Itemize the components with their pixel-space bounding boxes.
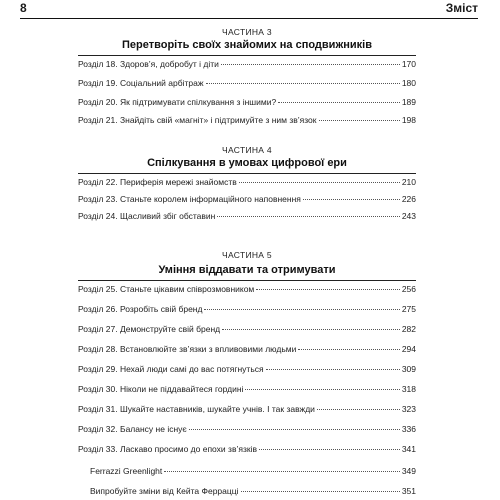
part-label: ЧАСТИНА 5 xyxy=(222,250,272,260)
toc-entry-page: 294 xyxy=(401,344,416,354)
dot-leader xyxy=(298,349,399,350)
toc-entry-page: 189 xyxy=(401,97,416,107)
toc-entry-page: 180 xyxy=(401,78,416,88)
toc-entry[interactable] xyxy=(78,424,416,436)
dot-leader xyxy=(256,289,400,290)
toc-entry-title: Розділ 31. Шукайте наставників, шукайте учнів. І так завжди xyxy=(78,404,315,414)
toc-entry[interactable] xyxy=(78,59,416,71)
toc-entry-title: Розділ 30. Ніколи не піддавайтеся гордині xyxy=(78,384,244,394)
toc-entry-page: 170 xyxy=(401,59,416,69)
dot-leader xyxy=(221,64,400,65)
toc-entry-page: 275 xyxy=(401,304,416,314)
section-rule xyxy=(78,173,416,174)
toc-entry-page: 351 xyxy=(401,486,416,496)
dot-leader xyxy=(259,449,400,450)
toc-entry[interactable] xyxy=(78,364,416,376)
toc-entry-page: 210 xyxy=(401,177,416,187)
dot-leader xyxy=(217,216,399,217)
part-title: Уміння віддавати та отримувати xyxy=(158,264,336,276)
dot-leader xyxy=(319,120,400,121)
toc-entry-title: Розділ 33. Ласкаво просимо до епохи зв’язків xyxy=(78,444,257,454)
toc-entry-page: 309 xyxy=(401,364,416,374)
toc-entry-page: 243 xyxy=(401,211,416,221)
toc-entry-page: 256 xyxy=(401,284,416,294)
toc-entry[interactable] xyxy=(78,115,416,127)
dot-leader xyxy=(204,309,399,310)
toc-entry-title: Розділ 27. Демонструйте свій бренд xyxy=(78,324,221,334)
toc-entry[interactable] xyxy=(78,177,416,189)
toc-entry[interactable] xyxy=(78,404,416,416)
toc-entry-page: 323 xyxy=(401,404,416,414)
toc-entry-title: Розділ 28. Встановлюйте зв’язки з впливовими людьми xyxy=(78,344,297,354)
toc-entry[interactable] xyxy=(78,211,416,223)
dot-leader xyxy=(241,491,400,492)
toc-entry[interactable] xyxy=(78,78,416,90)
dot-leader xyxy=(222,329,400,330)
toc-entry-title: Розділ 29. Нехай люди самі до вас потягнуться xyxy=(78,364,264,374)
toc-entry-page: 198 xyxy=(401,115,416,125)
dot-leader xyxy=(239,182,400,183)
running-head: Зміст xyxy=(445,1,478,15)
toc-entry-title: Ferrazzi Greenlight xyxy=(90,466,163,476)
toc-entry-title: Розділ 26. Розробіть свій бренд xyxy=(78,304,203,314)
dot-leader xyxy=(278,102,400,103)
dot-leader xyxy=(317,409,400,410)
toc-entry-page: 282 xyxy=(401,324,416,334)
part-label: ЧАСТИНА 4 xyxy=(222,145,272,155)
toc-entry[interactable] xyxy=(78,97,416,109)
dot-leader xyxy=(245,389,399,390)
page-header xyxy=(20,0,478,19)
toc-entry-page: 226 xyxy=(401,194,416,204)
dot-leader xyxy=(164,471,400,472)
toc-entry-title: Розділ 19. Соціальний арбітраж xyxy=(78,78,204,88)
toc-entry-title: Розділ 23. Станьте королем інформаційного наповнення xyxy=(78,194,301,204)
part-title: Перетворіть своїх знайомих на сподвижників xyxy=(122,39,372,51)
toc-entry-title: Розділ 24. Щасливий збіг обставин xyxy=(78,211,216,221)
toc-entry[interactable] xyxy=(90,486,416,498)
dot-leader xyxy=(206,83,400,84)
page-number: 8 xyxy=(20,1,27,15)
section-rule xyxy=(78,55,416,56)
toc-entry-page: 318 xyxy=(401,384,416,394)
dot-leader xyxy=(189,429,400,430)
toc-entry[interactable] xyxy=(78,304,416,316)
toc-entry-title: Розділ 22. Периферія мережі знайомств xyxy=(78,177,237,187)
dot-leader xyxy=(266,369,400,370)
toc-entry-page: 341 xyxy=(401,444,416,454)
toc-entry[interactable] xyxy=(78,284,416,296)
toc-entry-title: Випробуйте зміни від Кейта Феррацці xyxy=(90,486,239,496)
toc-entry[interactable] xyxy=(78,344,416,356)
toc-entry[interactable] xyxy=(78,384,416,396)
section-rule xyxy=(78,280,416,281)
toc-entry-title: Розділ 25. Станьте цікавим співрозмовником xyxy=(78,284,255,294)
toc-entry-title: Розділ 20. Як підтримувати спілкування з іншими? xyxy=(78,97,277,107)
toc-entry-title: Розділ 32. Балансу не існує xyxy=(78,424,187,434)
toc-entry[interactable] xyxy=(78,324,416,336)
toc-entry-title: Розділ 18. Здоров’я, добробут і діти xyxy=(78,59,219,69)
part-label: ЧАСТИНА 3 xyxy=(222,27,272,37)
toc-entry[interactable] xyxy=(78,444,416,456)
toc-entry-title: Розділ 21. Знайдіть свій «магніт» і підтримуйте з ним зв’язок xyxy=(78,115,317,125)
part-title: Спілкування в умовах цифрової ери xyxy=(147,157,347,169)
toc-entry[interactable] xyxy=(78,194,416,206)
toc-entry-page: 349 xyxy=(401,466,416,476)
toc-entry-page: 336 xyxy=(401,424,416,434)
toc-entry[interactable] xyxy=(90,466,416,478)
dot-leader xyxy=(303,199,400,200)
